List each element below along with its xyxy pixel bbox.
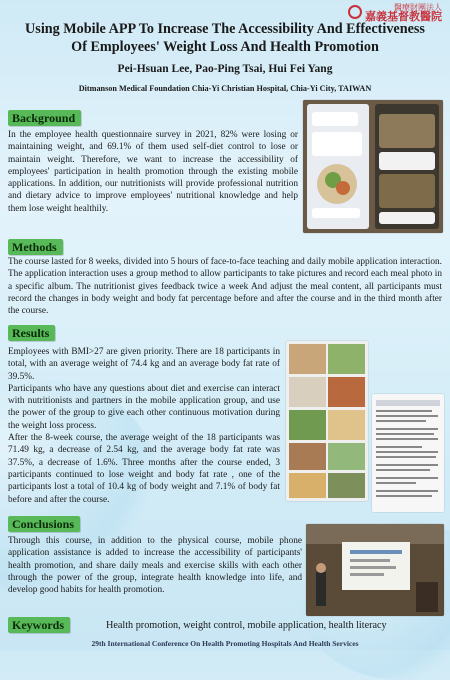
chat-screenshots-illustration: [303, 100, 443, 233]
methods-paragraph: The course lasted for 8 weeks, divided into 5 hours of face-to-face teaching and daily mobile application interaction. The application interaction uses a group method to allow participants to take pictures and record each meal photo in a specific album. The nutritionist gives feedback twice a week And adjust the meal content, all participants must record the changes in body weight and body fat percentage before and after the course and in the third month after the course.: [8, 257, 442, 317]
results-text: [8, 346, 280, 506]
meal-photos-collage: [286, 341, 368, 501]
authors: Pei-Hsuan Lee, Pao-Ping Tsai, Hui Fei Yang: [117, 63, 333, 75]
background-text: [8, 129, 298, 215]
hospital-logo: [348, 3, 442, 21]
results-paragraph-2: Participants who have any questions about diet and exercise can interact with nutritionists and partners in the mobile application group, and use the power of the group to give each other continuous motivation during the weight loss process.: [8, 383, 280, 431]
hospital-logo-text: [365, 3, 442, 21]
keywords-heading: Keywords: [8, 617, 70, 633]
affiliation: Ditmanson Medical Foundation Chia-Yi Christian Hospital, Chia-Yi City, TAIWAN: [78, 84, 372, 93]
results-heading: Results: [8, 325, 55, 341]
conclusions-text: [8, 535, 302, 596]
conclusions-heading: Conclusions: [8, 516, 80, 532]
chat-screenshots-photo: [303, 100, 443, 233]
hospital-logo-icon: [348, 5, 362, 19]
background-paragraph: In the employee health questionnaire survey in 2021, 82% were losing or maintaining weight, and 69.1% of them used self-diet control to lose or maintain weight. Therefore, we want to increase the accessibility of employees' participation in health promotion through the existing mobile applications. In addition, our nutritionists will provide professional nutrition and dietary advice to improve employees' nutritional knowledge and help them lose weight healthily.: [8, 130, 298, 214]
meal-collage-illustration: [286, 341, 368, 501]
nutritionist-feedback-screenshot: [372, 394, 444, 512]
lecture-photo: [306, 524, 444, 616]
lecture-illustration: [306, 524, 444, 616]
title-line1: Using Mobile APP To Increase The Accessibility And Effectiveness: [25, 21, 425, 37]
methods-text: [8, 256, 442, 317]
poster-title: [0, 20, 450, 56]
keywords-text: Health promotion, weight control, mobile application, health literacy: [106, 620, 387, 631]
results-paragraph-3: After the 8-week course, the average weight of the 18 participants was 71.49 kg, a decrease of 2.54 kg, and the average body fat rate was 37.5%, a decrease of 1.6%. Three months after the course ended, 3 participants continued to lose weight and body fat rate , one of the participants lost a total of 10.4 kg of body weight and 7.1% of body fat before and after the course.: [8, 433, 280, 505]
background-heading: Background: [8, 110, 81, 126]
conclusions-paragraph: Through this course, in addition to the physical course, mobile phone application assistance is added to increase the accessibility of participants' health promotion, and share daily meals and exercise skills with each other through the power of the group, integrate health knowledge into life, and develop good habits for health promotion.: [8, 536, 302, 596]
title-line2: Of Employees' Weight Loss And Health Promotion: [71, 39, 379, 55]
logo-line1: 醫療財團法人: [394, 3, 442, 12]
methods-heading: Methods: [8, 239, 63, 255]
logo-line2: 嘉義基督教醫院: [365, 10, 442, 23]
feedback-screenshot-illustration: [372, 394, 444, 512]
results-paragraph-1: Employees with BMI>27 are given priority. There are 18 participants in total, with an average weight of 74.4 kg and an average body fat rate of 39.5%.: [8, 347, 280, 382]
conference-footer: 29th International Conference On Health Promoting Hospitals And Health Services: [91, 639, 359, 648]
